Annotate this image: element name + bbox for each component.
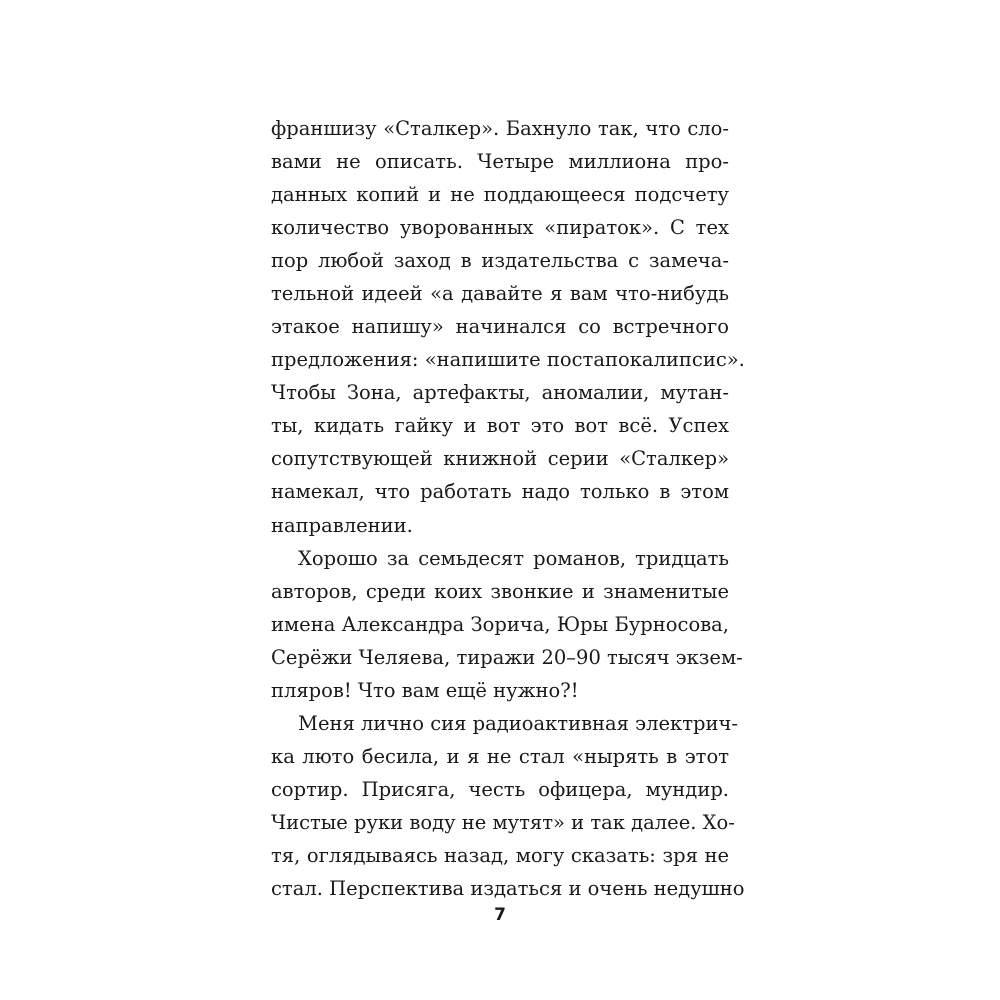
text-line: предложения: «напишите постапокалипсис». bbox=[271, 348, 745, 371]
text-line: тельной идеей «а давайте я вам что-нибудь bbox=[271, 282, 729, 305]
text-line: Серёжи Челяева, тиражи 20–90 тысяч экзем- bbox=[271, 646, 743, 669]
text-line: авторов, среди коих звонкие и знаменитые bbox=[271, 580, 729, 603]
text-line: направлении. bbox=[271, 514, 413, 537]
text-line: имена Александра Зорича, Юры Бурносова, bbox=[271, 613, 729, 636]
text-line: намекал, что работать надо только в этом bbox=[271, 480, 729, 503]
text-line: этакое напишу» начинался со встречного bbox=[271, 315, 729, 338]
text-line: Меня лично сия радиоактивная электрич- bbox=[298, 712, 738, 735]
text-line: вами не описать. Четыре миллиона про- bbox=[271, 150, 729, 173]
text-line: стал. Перспектива издаться и очень недушно bbox=[271, 877, 745, 900]
text-line: тя, оглядываясь назад, могу сказать: зря не bbox=[271, 844, 729, 867]
text-line: пляров! Что вам ещё нужно?! bbox=[271, 679, 579, 702]
text-line: франшизу «Сталкер». Бахнуло так, что сло- bbox=[271, 117, 729, 140]
text-line: ты, кидать гайку и вот это вот всё. Успех bbox=[271, 414, 729, 437]
text-line: количество уворованных «пираток». С тех bbox=[271, 216, 729, 239]
text-line: Хорошо за семьдесят романов, тридцать bbox=[298, 547, 729, 570]
text-line: сопутствующей книжной серии «Сталкер» bbox=[271, 447, 729, 470]
text-line: Чистые руки воду не мутят» и так далее. Хо- bbox=[271, 811, 735, 834]
page-number: 7 bbox=[494, 905, 506, 925]
text-line: ка люто бесила, и я не стал «нырять в этот bbox=[271, 745, 729, 768]
text-line: сортир. Присяга, честь офицера, мундир. bbox=[271, 778, 729, 801]
text-line: Чтобы Зона, артефакты, аномалии, мутан- bbox=[271, 381, 729, 404]
text-line: данных копий и не поддающееся подсчету bbox=[271, 183, 729, 206]
text-line: пор любой заход в издательства с замеча- bbox=[271, 249, 729, 272]
